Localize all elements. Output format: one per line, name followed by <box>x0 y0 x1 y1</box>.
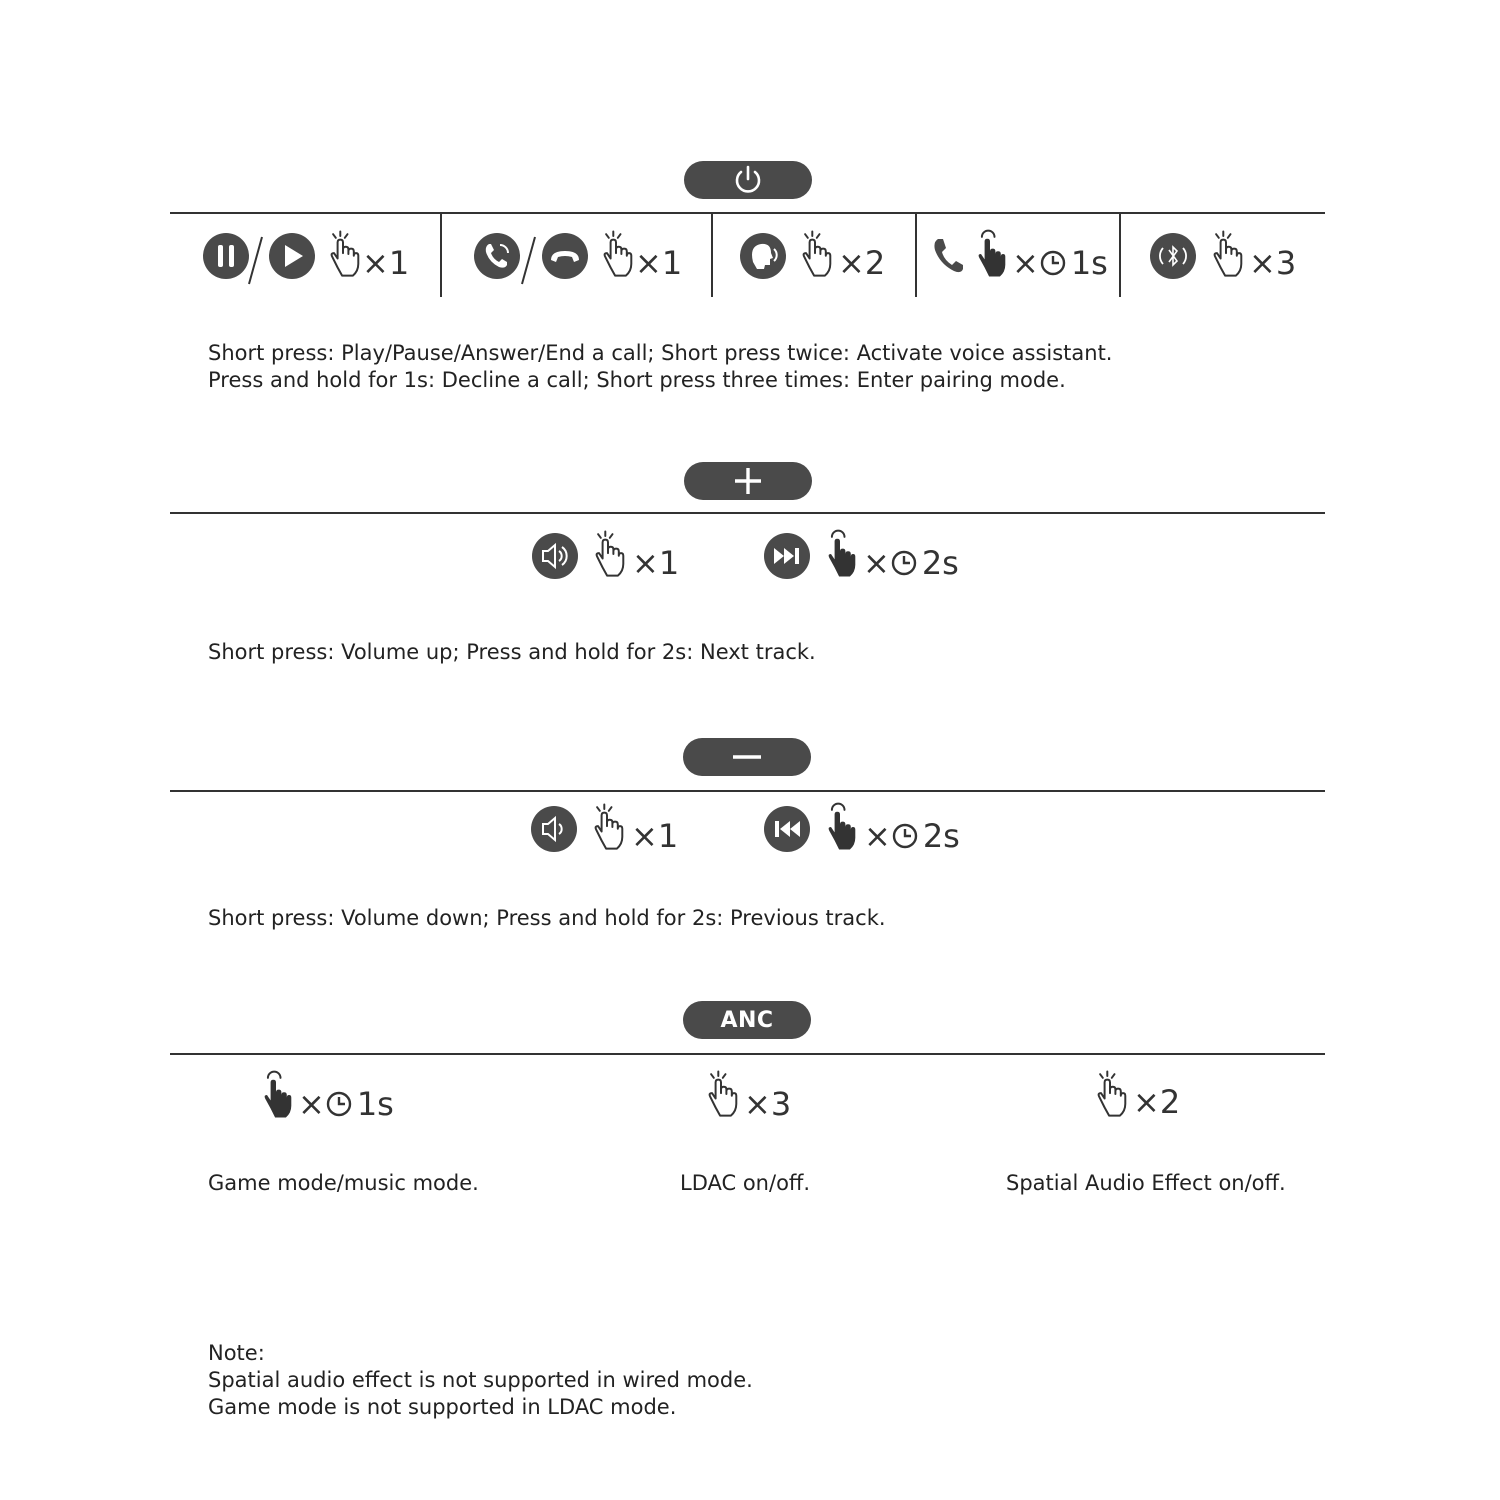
clock-icon <box>325 1090 353 1118</box>
hold-duration: × 2s <box>864 817 960 855</box>
press-count: × 3 <box>1249 244 1297 282</box>
minus-icon <box>730 740 764 774</box>
tap-hand-icon <box>325 229 361 279</box>
hold-duration: × 1s <box>298 1085 394 1123</box>
tap-hand-icon <box>1092 1069 1128 1119</box>
clock-icon <box>1039 249 1067 277</box>
power-description-line-1: Short press: Play/Pause/Answer/End a call; Short press twice: Activate voice assistant. <box>208 341 1113 365</box>
voice-assistant-icon <box>739 232 789 282</box>
hold-hand-icon <box>822 529 858 579</box>
tap-hand-icon <box>590 529 626 579</box>
section-divider <box>170 790 1325 792</box>
plus-button-badge <box>684 462 812 500</box>
game-mode-description: Game mode/music mode. <box>208 1171 479 1195</box>
note-line-1: Spatial audio effect is not supported in wired mode. <box>208 1368 753 1392</box>
anc-button-badge <box>683 1001 811 1039</box>
hold-duration: × 2s <box>863 544 959 582</box>
press-count: × 1 <box>362 244 410 282</box>
minus-description: Short press: Volume down; Press and hold for 2s: Previous track. <box>208 906 886 930</box>
clock-icon <box>890 549 918 577</box>
anc-label: ANC <box>720 1007 774 1033</box>
volume-down-icon <box>530 805 580 855</box>
tap-hand-icon <box>1208 229 1244 279</box>
hold-hand-icon <box>822 802 858 852</box>
phone-icon <box>932 236 966 276</box>
note-title: Note: <box>208 1341 265 1365</box>
previous-track-icon <box>763 805 813 855</box>
press-count: × 2 <box>838 244 886 282</box>
tap-hand-icon <box>589 802 625 852</box>
section-divider <box>170 512 1325 514</box>
plus-icon <box>731 464 765 498</box>
press-count: × 1 <box>632 544 680 582</box>
pause-play-icon <box>202 232 318 286</box>
call-answer-end-icon <box>473 232 591 286</box>
power-description-line-2: Press and hold for 1s: Decline a call; Short press three times: Enter pairing mode. <box>208 368 1066 392</box>
ldac-description: LDAC on/off. <box>680 1171 811 1195</box>
note-line-2: Game mode is not supported in LDAC mode. <box>208 1395 677 1419</box>
section-divider <box>170 1053 1325 1055</box>
bluetooth-pairing-icon <box>1149 232 1199 282</box>
minus-button-badge <box>683 738 811 776</box>
clock-icon <box>891 822 919 850</box>
volume-up-icon <box>531 532 581 582</box>
press-count: × 1 <box>635 244 683 282</box>
hold-hand-icon <box>258 1070 294 1120</box>
power-icon <box>731 163 765 197</box>
tap-hand-icon <box>797 229 833 279</box>
column-divider <box>1119 213 1121 297</box>
next-track-icon <box>763 532 813 582</box>
hold-duration: × 1s <box>1012 244 1108 282</box>
press-count: × 3 <box>744 1085 792 1123</box>
tap-hand-icon <box>598 229 634 279</box>
section-divider <box>170 212 1325 214</box>
column-divider <box>440 213 442 297</box>
press-count: × 1 <box>631 817 679 855</box>
tap-hand-icon <box>703 1069 739 1119</box>
hold-hand-icon <box>972 229 1008 279</box>
press-count: × 2 <box>1133 1083 1181 1121</box>
column-divider <box>711 213 713 297</box>
power-button-badge <box>684 161 812 199</box>
plus-description: Short press: Volume up; Press and hold for 2s: Next track. <box>208 640 816 664</box>
spatial-audio-description: Spatial Audio Effect on/off. <box>1006 1171 1286 1195</box>
column-divider <box>915 213 917 297</box>
